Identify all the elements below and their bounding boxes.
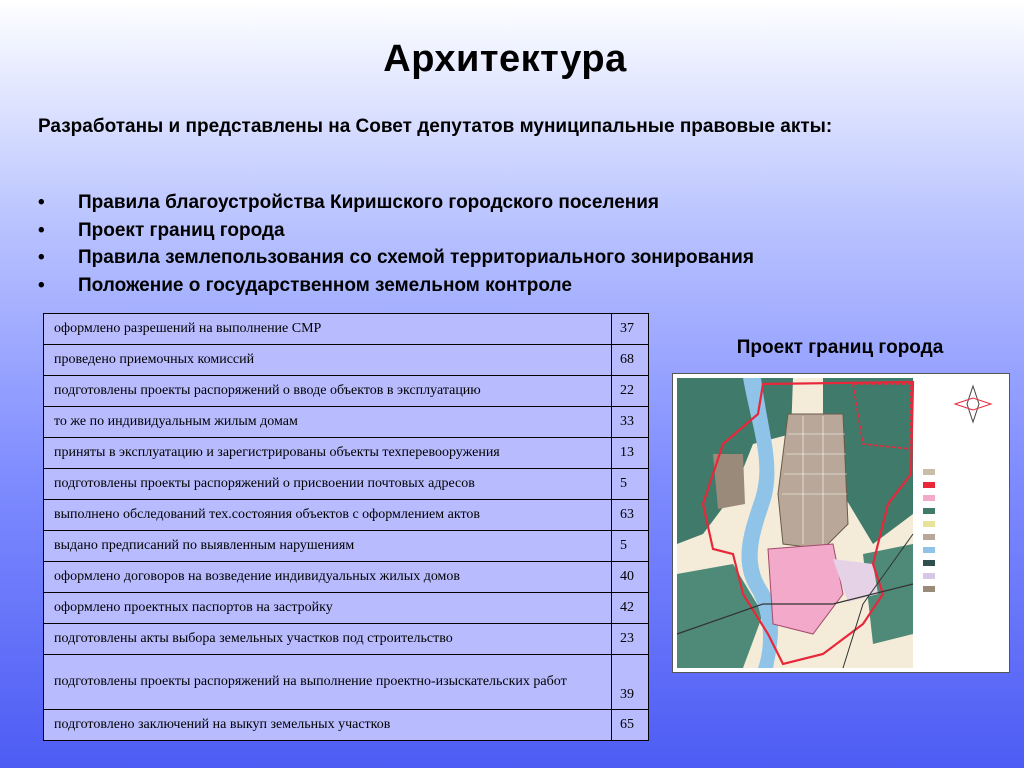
stat-value: 5 [612, 469, 649, 500]
stat-value: 22 [612, 376, 649, 407]
table-row [44, 655, 649, 710]
table-row [44, 469, 649, 500]
stat-value: 40 [612, 562, 649, 593]
table-row [44, 314, 649, 345]
list-item [38, 244, 754, 272]
stat-value: 33 [612, 407, 649, 438]
table-row [44, 407, 649, 438]
act-label: Правила землепользования со схемой территориального зонирования [78, 247, 754, 268]
stat-label: оформлено проектных паспортов на застройку [44, 593, 612, 624]
stat-label: подготовлены проекты распоряжений о вводе объектов в эксплуатацию [44, 376, 612, 407]
stat-label: подготовлено заключений на выкуп земельных участков [44, 710, 612, 741]
legend-swatch [923, 534, 935, 540]
stat-label: оформлено разрешений на выполнение СМР [44, 314, 612, 345]
stat-value: 5 [612, 531, 649, 562]
stat-value: 63 [612, 500, 649, 531]
legend-swatch [923, 482, 935, 488]
legend-swatch [923, 586, 935, 592]
bullet: • [38, 219, 45, 241]
legend-swatch [923, 560, 935, 566]
stat-label: приняты в эксплуатацию и зарегистрированы объекты техперевооружения [44, 438, 612, 469]
table-row [44, 710, 649, 741]
stat-label: оформлено договоров на возведение индивидуальных жилых домов [44, 562, 612, 593]
stat-value: 13 [612, 438, 649, 469]
stats-table [43, 313, 649, 741]
act-label: Проект границ города [78, 219, 285, 241]
act-label: Положение о государственном земельном контроле [78, 274, 572, 296]
legend-swatch [923, 469, 935, 475]
bullet: • [38, 247, 45, 268]
stat-label: подготовлены проекты распоряжений на выполнение проектно-изыскательских работ [44, 655, 612, 710]
list-item [38, 217, 754, 245]
stat-value: 23 [612, 624, 649, 655]
table-row [44, 376, 649, 407]
list-item [38, 272, 754, 300]
city-boundary-map [672, 373, 1010, 673]
list-item [38, 189, 754, 217]
table-row [44, 500, 649, 531]
legend-swatch [923, 521, 935, 527]
act-label: Правила благоустройства Киришского городского поселения [78, 192, 660, 213]
bullet: • [38, 192, 45, 213]
table-row [44, 593, 649, 624]
stat-label: проведено приемочных комиссий [44, 345, 612, 376]
table-row [44, 562, 649, 593]
intro-text: Разработаны и представлены на Совет депутатов муниципальные правовые акты: [38, 116, 833, 137]
bullet: • [38, 274, 45, 296]
stat-value: 37 [612, 314, 649, 345]
stat-value: 68 [612, 345, 649, 376]
table-row [44, 438, 649, 469]
stat-value: 39 [612, 655, 649, 710]
legend-swatch [923, 508, 935, 514]
legend-swatch [923, 547, 935, 553]
table-row [44, 345, 649, 376]
acts-list [38, 189, 754, 299]
stat-value: 65 [612, 710, 649, 741]
stat-label: выполнено обследований тех.состояния объектов с оформлением актов [44, 500, 612, 531]
table-row [44, 531, 649, 562]
stat-label: подготовлены акты выбора земельных участков под строительство [44, 624, 612, 655]
legend-swatch [923, 573, 935, 579]
slide-title: Архитектура [383, 38, 627, 80]
table-row [44, 624, 649, 655]
map-image [673, 374, 1009, 672]
map-caption: Проект границ города [736, 337, 944, 358]
stat-label: то же по индивидуальным жилым домам [44, 407, 612, 438]
stat-label: выдано предписаний по выявленным нарушениям [44, 531, 612, 562]
stat-value: 42 [612, 593, 649, 624]
stat-label: подготовлены проекты распоряжений о присвоении почтовых адресов [44, 469, 612, 500]
legend-swatch [923, 495, 935, 501]
